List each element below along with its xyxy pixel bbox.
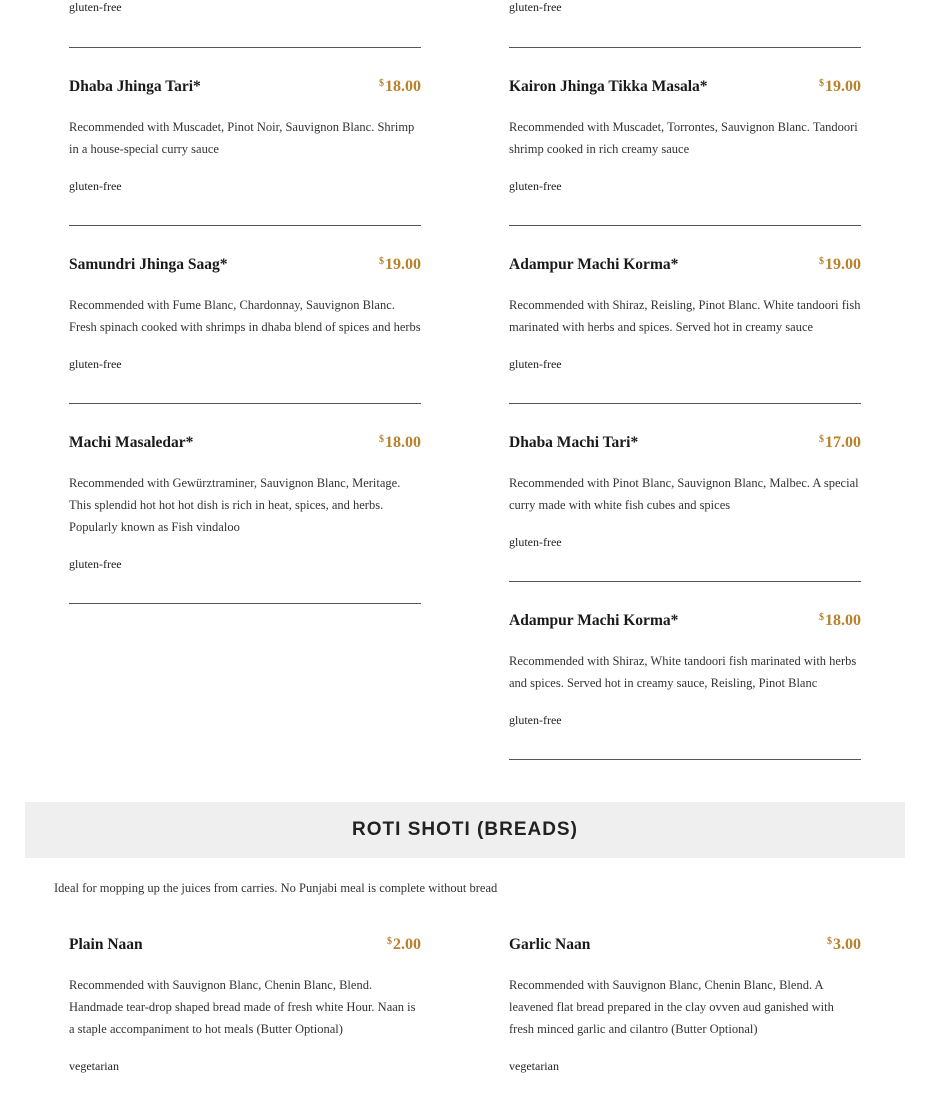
breads-right-column [509,906,861,1105]
menu-item [509,582,861,760]
item-name: Dhaba Machi Tari* [509,434,639,451]
item-name: Garlic Naan [509,936,591,953]
menu-item [69,404,421,604]
price-value: 3.00 [833,936,861,953]
item-description: Recommended with Shiraz, White tandoori fish marinated with herbs and spices. Served hot in creamy sauce, Reisling, Pinot Blanc [509,654,857,690]
dietary-tag: gluten-free [509,179,562,193]
currency-symbol: $ [387,936,392,947]
currency-symbol: $ [379,256,384,267]
price-value: 18.00 [825,612,861,629]
item-price [379,434,421,452]
price-value: 17.00 [825,434,861,451]
currency-symbol: $ [827,936,832,947]
item-description: Recommended with Muscadet, Pinot Noir, Sauvignon Blanc. Shrimp in a house-special curry sauce [69,120,415,156]
item-price [379,78,421,96]
item-price [819,256,861,274]
currency-symbol: $ [379,434,384,445]
menu-item [509,48,861,226]
item-name: Plain Naan [69,936,143,953]
menu-item [69,906,421,1105]
item-description: Recommended with Fume Blanc, Chardonnay, Sauvignon Blanc. Fresh spinach cooked with shrimps in dhaba blend of spices and herbs [69,298,421,334]
currency-symbol: $ [819,612,824,623]
item-price [819,434,861,452]
right-menu-column [509,0,861,760]
dietary-tag: gluten-free [509,535,562,549]
item-name: Dhaba Jhinga Tari* [69,78,201,95]
dietary-tag: gluten-free [69,557,122,571]
price-value: 18.00 [385,78,421,95]
item-description: Recommended with Gewürztraminer, Sauvignon Blanc, Meritage. This splendid hot hot hot dish is rich in heat, spices, and herbs. Popularly known as Fish vindaloo [69,476,401,534]
menu-item [509,226,861,404]
item-description: Recommended with Muscadet, Torrontes, Sauvignon Blanc. Tandoori shrimp cooked in rich creamy sauce [509,120,858,156]
currency-symbol: $ [819,78,824,89]
dietary-tag: vegetarian [509,1059,559,1073]
dietary-tag: gluten-free [509,0,562,14]
dietary-tag: vegetarian [69,1059,119,1073]
item-name: Adampur Machi Korma* [509,256,679,273]
menu-item [509,404,861,582]
currency-symbol: $ [819,256,824,267]
section-header [25,802,905,858]
item-name: Machi Masaledar* [69,434,194,451]
dietary-tag: gluten-free [69,0,122,14]
item-description: Recommended with Sauvignon Blanc, Chenin Blanc, Blend. Handmade tear-drop shaped bread made of fresh white Hour. Naan is a staple accompaniment to hot meals (Butter Optional) [69,978,416,1036]
dietary-tag: gluten-free [509,357,562,371]
item-name: Adampur Machi Korma* [509,612,679,629]
price-value: 19.00 [825,256,861,273]
dietary-tag: gluten-free [69,179,122,193]
item-description: Recommended with Shiraz, Reisling, Pinot Blanc. White tandoori fish marinated with herbs and spices. Served hot in creamy sauce [509,298,861,334]
menu-item [69,48,421,226]
price-value: 19.00 [825,78,861,95]
breads-left-column [69,906,421,1105]
price-value: 18.00 [385,434,421,451]
item-price [819,612,861,630]
currency-symbol: $ [819,434,824,445]
section-title: ROTI SHOTI (BREADS) [352,819,578,840]
currency-symbol: $ [379,78,384,89]
left-menu-column [69,0,421,604]
dietary-tag: gluten-free [509,713,562,727]
menu-item [69,226,421,404]
item-description: Recommended with Pinot Blanc, Sauvignon Blanc, Malbec. A special curry made with white fish cubes and spices [509,476,859,512]
item-name: Samundri Jhinga Saag* [69,256,228,273]
dietary-tag: gluten-free [69,357,122,371]
menu-item [509,906,861,1105]
item-price [827,936,861,954]
item-price [387,936,421,954]
price-value: 2.00 [393,936,421,953]
item-name: Kairon Jhinga Tikka Masala* [509,78,708,95]
section-intro: Ideal for mopping up the juices from carries. No Punjabi meal is complete without bread [54,881,498,895]
item-price [819,78,861,96]
price-value: 19.00 [385,256,421,273]
item-description: Recommended with Sauvignon Blanc, Chenin Blanc, Blend. A leavened flat bread prepared in the clay ovven aud ganished with fresh minced garlic and cilantro (Butter Optional) [509,978,834,1036]
item-price [379,256,421,274]
